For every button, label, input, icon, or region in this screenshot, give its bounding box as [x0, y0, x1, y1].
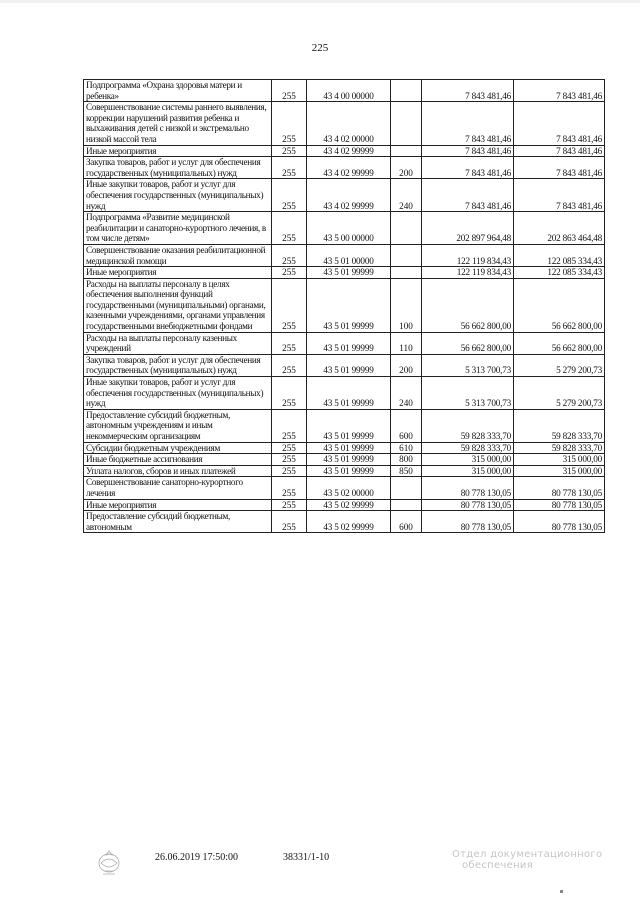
row-sum-2019-cell: 56 662 800,00	[422, 278, 514, 332]
row-sum-2020-cell: 59 828 333,70	[514, 409, 605, 442]
row-vr-cell	[391, 102, 422, 145]
table-row	[84, 332, 605, 354]
row-sum-2020-cell: 122 085 334,43	[514, 267, 605, 279]
table-row	[84, 465, 605, 477]
row-csr-cell: 43 5 01 99999	[307, 278, 391, 332]
row-vr-cell	[391, 267, 422, 279]
row-csr-cell: 43 4 00 00000	[307, 80, 391, 102]
row-ved-cell: 255	[272, 377, 307, 410]
row-vr-cell: 610	[391, 442, 422, 454]
row-sum-2019-cell: 56 662 800,00	[422, 332, 514, 354]
row-name-cell: Расходы на выплаты персоналу казенных учреждений	[84, 332, 272, 354]
row-ved-cell: 255	[272, 477, 307, 499]
row-name-cell: Подпрограмма «Охрана здоровья матери и ребенка»	[84, 80, 272, 102]
row-csr-cell: 43 5 01 99999	[307, 454, 391, 466]
table-row	[84, 409, 605, 442]
row-name-cell: Совершенствование санаторно-курортного лечения	[84, 477, 272, 499]
row-vr-cell	[391, 212, 422, 245]
row-sum-2020-cell: 7 843 481,46	[514, 145, 605, 157]
row-name-cell: Иные мероприятия	[84, 267, 272, 279]
row-sum-2020-cell: 59 828 333,70	[514, 442, 605, 454]
page-number: 225	[311, 42, 329, 54]
row-vr-cell: 600	[391, 511, 422, 533]
row-csr-cell: 43 4 02 99999	[307, 179, 391, 212]
row-ved-cell: 255	[272, 465, 307, 477]
footer-stamp-line-1: Отдел документационного	[452, 849, 603, 860]
row-name-cell: Иные мероприятия	[84, 145, 272, 157]
row-sum-2019-cell: 7 843 481,46	[422, 179, 514, 212]
row-vr-cell	[391, 145, 422, 157]
row-vr-cell: 110	[391, 332, 422, 354]
row-vr-cell: 850	[391, 465, 422, 477]
row-sum-2020-cell: 7 843 481,46	[514, 179, 605, 212]
table-row	[84, 157, 605, 179]
table-row	[84, 145, 605, 157]
row-sum-2019-cell: 5 313 700,73	[422, 354, 514, 376]
footer-document-code: 38331/1-10	[283, 852, 330, 863]
row-sum-2020-cell: 315 000,00	[514, 454, 605, 466]
row-name-cell: Субсидии бюджетным учреждениям	[84, 442, 272, 454]
row-ved-cell: 255	[272, 244, 307, 266]
table-row	[84, 267, 605, 279]
footer-date: 26.06.2019 17:50:00	[155, 852, 239, 863]
row-vr-cell	[391, 80, 422, 102]
emblem-icon	[94, 849, 124, 877]
table-row	[84, 244, 605, 266]
row-csr-cell: 43 5 02 00000	[307, 477, 391, 499]
footer-stamp-line-2: обеспечения	[462, 860, 534, 871]
row-sum-2019-cell: 7 843 481,46	[422, 157, 514, 179]
row-ved-cell: 255	[272, 212, 307, 245]
row-sum-2019-cell: 7 843 481,46	[422, 80, 514, 102]
row-name-cell: Уплата налогов, сборов и иных платежей	[84, 465, 272, 477]
row-csr-cell: 43 5 02 99999	[307, 499, 391, 511]
row-sum-2020-cell: 5 279 200,73	[514, 377, 605, 410]
row-sum-2019-cell: 122 119 834,43	[422, 244, 514, 266]
row-name-cell: Иные закупки товаров, работ и услуг для обеспечения государственных (муниципальных) нужд	[84, 179, 272, 212]
table-row	[84, 442, 605, 454]
row-ved-cell: 255	[272, 267, 307, 279]
row-csr-cell: 43 5 02 99999	[307, 511, 391, 533]
row-ved-cell: 255	[272, 511, 307, 533]
row-ved-cell: 255	[272, 454, 307, 466]
row-sum-2020-cell: 80 778 130,05	[514, 511, 605, 533]
table-row	[84, 511, 605, 533]
row-name-cell: Закупка товаров, работ и услуг для обеспечения государственных (муниципальных) нужд	[84, 157, 272, 179]
table-row	[84, 377, 605, 410]
row-csr-cell: 43 5 01 99999	[307, 442, 391, 454]
row-name-cell: Совершенствование системы раннего выявления, коррекции нарушений развития ребенка и выхаживания детей с низкой и экстремально низкой массой тела	[84, 102, 272, 145]
row-sum-2019-cell: 59 828 333,70	[422, 442, 514, 454]
row-vr-cell: 200	[391, 354, 422, 376]
row-vr-cell: 800	[391, 454, 422, 466]
row-ved-cell: 255	[272, 80, 307, 102]
row-sum-2019-cell: 202 897 964,48	[422, 212, 514, 245]
row-ved-cell: 255	[272, 442, 307, 454]
row-ved-cell: 255	[272, 157, 307, 179]
row-csr-cell: 43 4 02 99999	[307, 145, 391, 157]
row-ved-cell: 255	[272, 332, 307, 354]
table-row	[84, 278, 605, 332]
row-sum-2019-cell: 315 000,00	[422, 454, 514, 466]
page-footer	[0, 849, 640, 879]
row-vr-cell: 100	[391, 278, 422, 332]
row-name-cell: Расходы на выплаты персоналу в целях обеспечения выполнения функций государственными (муниципальными) органами, казенными учреждениями, органами управления государственными внебюджетными фондами	[84, 278, 272, 332]
row-sum-2019-cell: 315 000,00	[422, 465, 514, 477]
row-sum-2020-cell: 7 843 481,46	[514, 102, 605, 145]
row-name-cell: Подпрограмма «Развитие медицинской реабилитации и санаторно-курортного лечения, в том числе детям»	[84, 212, 272, 245]
row-sum-2020-cell: 80 778 130,05	[514, 477, 605, 499]
row-sum-2019-cell: 122 119 834,43	[422, 267, 514, 279]
row-sum-2020-cell: 56 662 800,00	[514, 332, 605, 354]
table-row	[84, 477, 605, 499]
row-sum-2020-cell: 56 662 800,00	[514, 278, 605, 332]
row-ved-cell: 255	[272, 278, 307, 332]
row-ved-cell: 255	[272, 145, 307, 157]
footer-stamp-text	[452, 849, 602, 871]
row-name-cell: Предоставление субсидий бюджетным, автономным учреждениям и иным некоммерческим организациям	[84, 409, 272, 442]
row-name-cell: Совершенствование оказания реабилитационной медицинской помощи	[84, 244, 272, 266]
row-vr-cell: 600	[391, 409, 422, 442]
table-row	[84, 80, 605, 102]
budget-table	[83, 79, 605, 533]
row-sum-2020-cell: 5 279 200,73	[514, 354, 605, 376]
row-vr-cell: 240	[391, 179, 422, 212]
row-vr-cell: 240	[391, 377, 422, 410]
row-ved-cell: 255	[272, 354, 307, 376]
row-vr-cell: 200	[391, 157, 422, 179]
row-sum-2019-cell: 5 313 700,73	[422, 377, 514, 410]
scan-dot	[560, 890, 563, 893]
row-vr-cell	[391, 477, 422, 499]
row-sum-2020-cell: 7 843 481,46	[514, 80, 605, 102]
table-row	[84, 179, 605, 212]
row-sum-2020-cell: 202 863 464,48	[514, 212, 605, 245]
row-sum-2019-cell: 7 843 481,46	[422, 102, 514, 145]
row-ved-cell: 255	[272, 179, 307, 212]
row-sum-2020-cell: 80 778 130,05	[514, 499, 605, 511]
row-ved-cell: 255	[272, 499, 307, 511]
row-sum-2019-cell: 80 778 130,05	[422, 511, 514, 533]
row-csr-cell: 43 5 01 99999	[307, 465, 391, 477]
row-csr-cell: 43 5 01 99999	[307, 409, 391, 442]
row-csr-cell: 43 5 00 00000	[307, 212, 391, 245]
row-vr-cell	[391, 244, 422, 266]
scan-edge	[0, 0, 640, 3]
row-name-cell: Иные бюджетные ассигнования	[84, 454, 272, 466]
budget-table-body	[84, 80, 605, 533]
table-row	[84, 499, 605, 511]
table-row	[84, 454, 605, 466]
row-csr-cell: 43 5 01 99999	[307, 354, 391, 376]
table-row	[84, 212, 605, 245]
row-name-cell: Иные закупки товаров, работ и услуг для обеспечения государственных (муниципальных) нужд	[84, 377, 272, 410]
table-row	[84, 102, 605, 145]
row-name-cell: Иные мероприятия	[84, 499, 272, 511]
row-sum-2020-cell: 315 000,00	[514, 465, 605, 477]
row-sum-2020-cell: 122 085 334,43	[514, 244, 605, 266]
row-sum-2019-cell: 80 778 130,05	[422, 477, 514, 499]
row-csr-cell: 43 5 01 99999	[307, 377, 391, 410]
row-sum-2020-cell: 7 843 481,46	[514, 157, 605, 179]
row-sum-2019-cell: 59 828 333,70	[422, 409, 514, 442]
row-name-cell: Закупка товаров, работ и услуг для обеспечения государственных (муниципальных) нужд	[84, 354, 272, 376]
row-csr-cell: 43 5 01 99999	[307, 267, 391, 279]
table-row	[84, 354, 605, 376]
row-ved-cell: 255	[272, 409, 307, 442]
row-name-cell: Предоставление субсидий бюджетным, автономным	[84, 511, 272, 533]
row-csr-cell: 43 5 01 99999	[307, 332, 391, 354]
row-csr-cell: 43 4 02 00000	[307, 102, 391, 145]
row-ved-cell: 255	[272, 102, 307, 145]
row-sum-2019-cell: 7 843 481,46	[422, 145, 514, 157]
row-csr-cell: 43 4 02 99999	[307, 157, 391, 179]
row-sum-2019-cell: 80 778 130,05	[422, 499, 514, 511]
row-csr-cell: 43 5 01 00000	[307, 244, 391, 266]
row-vr-cell	[391, 499, 422, 511]
